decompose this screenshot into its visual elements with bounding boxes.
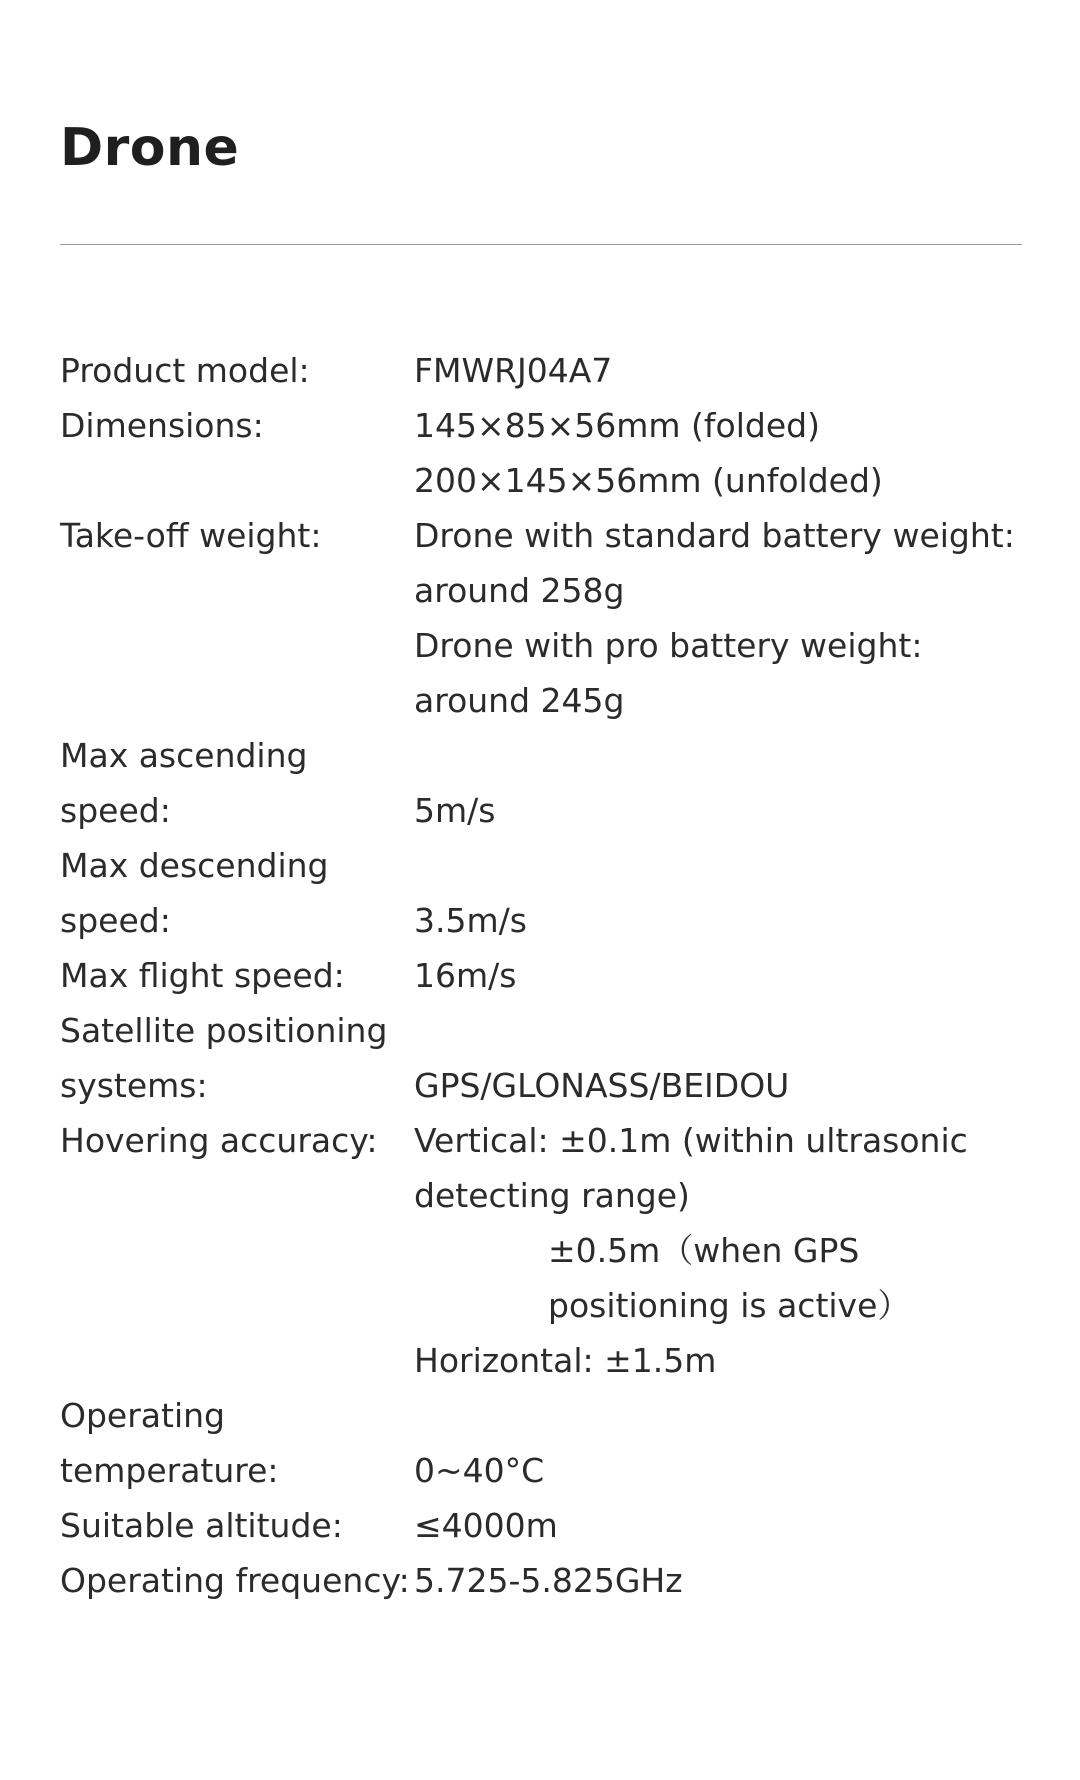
spec-values [414, 948, 1030, 1003]
spec-label: Max ascending speed: [60, 736, 308, 830]
spec-row-max-flight-speed [60, 948, 1030, 1003]
spec-value: Drone with standard battery weight: around 258g [414, 516, 1015, 610]
spec-value: 5.725-5.825GHz [414, 1561, 683, 1600]
spec-values [414, 1498, 1030, 1553]
title-divider [60, 244, 1022, 245]
spec-row-satellite-positioning [60, 1003, 1030, 1113]
spec-row-max-descending-speed [60, 838, 1030, 948]
spec-label: Operating temperature: [60, 1396, 279, 1490]
spec-values [414, 343, 1030, 398]
spec-row-operating-temperature [60, 1388, 1030, 1498]
spec-value: FMWRJ04A7 [414, 351, 613, 390]
spec-values [414, 1553, 1030, 1608]
spec-values [414, 1113, 1030, 1388]
spec-label: Max flight speed: [60, 956, 345, 995]
spec-row-hovering-accuracy [60, 1113, 1030, 1388]
spec-label: Max descending speed: [60, 846, 329, 940]
spec-values [414, 1058, 1030, 1113]
spec-label: Product model: [60, 351, 310, 390]
spec-values [414, 398, 1030, 508]
spec-values [414, 893, 1030, 948]
spec-value: 0~40°C [414, 1451, 545, 1490]
spec-row-product-model [60, 343, 1030, 398]
spec-value: Vertical: ±0.1m (within ultrasonic detecting range) [414, 1121, 968, 1215]
spec-values [414, 1443, 1030, 1498]
spec-label: Suitable altitude: [60, 1506, 343, 1545]
spec-row-operating-frequency [60, 1553, 1030, 1608]
spec-row-suitable-altitude [60, 1498, 1030, 1553]
spec-list [60, 343, 1030, 1608]
page-title: Drone [60, 118, 240, 178]
spec-value: Drone with pro battery weight: around 245g [414, 626, 923, 720]
spec-value: 16m/s [414, 956, 517, 995]
spec-label: Dimensions: [60, 406, 264, 445]
spec-label: Satellite positioning systems: [60, 1011, 388, 1105]
spec-row-dimensions [60, 398, 1030, 508]
spec-values [414, 508, 1030, 728]
spec-value: 200×145×56mm (unfolded) [414, 461, 883, 500]
spec-value: Horizontal: ±1.5m [414, 1341, 717, 1380]
spec-row-takeoff-weight [60, 508, 1030, 728]
spec-value: 3.5m/s [414, 901, 527, 940]
spec-row-max-ascending-speed [60, 728, 1030, 838]
spec-value: 5m/s [414, 791, 496, 830]
spec-label: Hovering accuracy: [60, 1121, 378, 1160]
spec-value: GPS/GLONASS/BEIDOU [414, 1066, 790, 1105]
spec-label: Operating frequency: [60, 1561, 410, 1600]
spec-value: 145×85×56mm (folded) [414, 406, 820, 445]
spec-values [414, 783, 1030, 838]
spec-label: Take-off weight: [60, 516, 322, 555]
spec-value: ≤4000m [414, 1506, 558, 1545]
spec-value: ±0.5m（when GPS positioning is active） [548, 1231, 911, 1325]
